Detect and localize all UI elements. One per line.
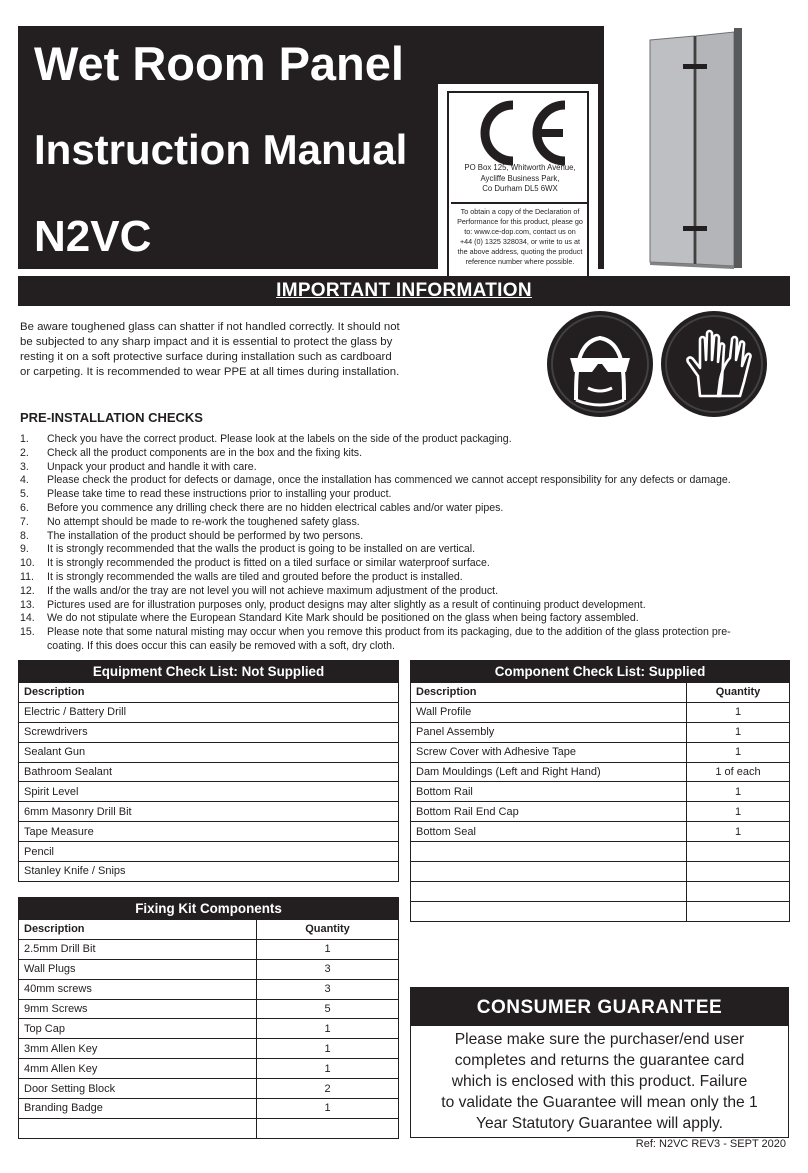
ce-declaration: To obtain a copy of the Declaration of Performance for this product, please go to: www.ce-dop.com, contact us on +44 (0) 1325 328034, or write to us at the above address, quoting the product reference number where possible. [457,207,583,266]
list-item: 8. The installation of the product should be performed by two persons. [20,529,364,542]
table-row: Dam Mouldings (Left and Right Hand) 1 of each [411,762,790,782]
table-row: Spirit Level [19,782,399,802]
list-item: 6. Before you commence any drilling check there are no hidden electrical cables and/or water pipes. [20,501,504,514]
list-item: 3. Unpack your product and handle it with care. [20,460,257,473]
fixing-kit-caption: Fixing Kit Components [19,898,399,920]
document-subtitle: Instruction Manual [34,126,408,173]
column-header-description: Description [19,920,257,940]
list-item: 4. Please check the product for defects or damage, once the installation has commenced we cannot accept responsibility for any defects or damage. [20,474,731,487]
ce-address: PO Box 125, Whitworth Avenue, Aycliffe Business Park, Co Durham DL5 6WX [464,163,576,193]
table-row: Wall Profile 1 [411,702,790,722]
column-header-description: Description [411,683,687,703]
table-row: 9mm Screws 5 [19,999,399,1019]
table-row: 6mm Masonry Drill Bit [19,802,399,822]
shower-panel-illustration [640,26,750,270]
table-row: Bottom Seal 1 [411,822,790,842]
list-item: 2. Check all the product components are in the box and the fixing kits. [20,446,363,459]
document-title: Wet Room Panel [34,37,404,90]
list-item: 11. It is strongly recommended the walls are tiled and grouted before the product is installed. [20,570,463,583]
table-row: 2.5mm Drill Bit 1 [19,939,399,959]
table-row: Electric / Battery Drill [19,702,399,722]
equipment-list-caption: Equipment Check List: Not Supplied [19,661,399,683]
fixing-kit-components [18,897,399,1139]
table-row [411,862,790,882]
table-row: Wall Plugs 3 [19,959,399,979]
glass-warning-text: Be aware toughened glass can shatter if not handled correctly. It should not be subjected to any sharp impact and it is essential to protect the glass by resting it on a soft protective surface during installation such as cardboard or carpeting. It is recommended to wear PPE at all times during installation. [20,321,400,378]
table-row [411,842,790,862]
table-row: Tape Measure [19,822,399,842]
gloves-icon [660,310,768,418]
table-row [19,1118,399,1138]
table-row: Bottom Rail 1 [411,782,790,802]
table-row [411,901,790,921]
list-item: 1. Check you have the correct product. Please look at the labels on the side of the product packaging. [20,433,512,445]
consumer-guarantee-box [410,987,789,1138]
table-row: Door Setting Block 2 [19,1079,399,1099]
table-row: Screw Cover with Adhesive Tape 1 [411,742,790,762]
ce-mark-icon [467,99,575,167]
list-item: 5. Please take time to read these instructions prior to installing your product. [20,488,392,501]
table-row: Screwdrivers [19,722,399,742]
list-item: 15. Please note that some natural misting may occur when you remove this product from its packaging, due to the addition of the glass protection pre- coating. If this does occur this can easily be removed with a soft, dry cloth. [20,626,731,652]
table-row: Branding Badge 1 [19,1099,399,1119]
ce-divider [451,202,587,204]
list-item: 7. No attempt should be made to re-work the toughened safety glass. [20,515,360,528]
component-check-list [410,660,790,922]
column-header-description: Description [19,683,399,703]
list-item: 10. It is strongly recommended the product is fitted on a tiled surface or similar waterproof surface. [20,557,490,570]
safety-glasses-icon [546,310,654,418]
model-code: N2VC [34,212,152,261]
table-row: Sealant Gun [19,742,399,762]
table-row: Pencil [19,842,399,862]
table-row: 40mm screws 3 [19,979,399,999]
column-header-quantity: Quantity [257,920,399,940]
important-information-heading: IMPORTANT INFORMATION [18,276,790,306]
equipment-check-list [18,660,399,882]
pre-installation-list [20,433,790,654]
list-item: 13. Pictures used are for illustration purposes only, product designs may alter slightly as a result of continuing product development. [20,598,646,611]
list-item: 12. If the walls and/or the tray are not level you will not achieve maximum adjustment of the product. [20,584,499,597]
table-row: 3mm Allen Key 1 [19,1039,399,1059]
table-row: Bathroom Sealant [19,762,399,782]
table-row: Panel Assembly 1 [411,722,790,742]
component-list-caption: Component Check List: Supplied [411,661,790,683]
table-row [411,881,790,901]
list-item: 9. It is strongly recommended that the walls the product is going to be installed on are vertical. [20,543,476,556]
consumer-guarantee-heading: CONSUMER GUARANTEE [411,988,788,1026]
column-header-quantity: Quantity [687,683,790,703]
ce-label [438,84,598,289]
document-reference: Ref: N2VC REV3 - SEPT 2020 [635,1138,786,1150]
consumer-guarantee-text: Please make sure the purchaser/end user completes and returns the guarantee card which is enclosed with this product. Failure to validate the Guarantee will mean only the 1 Year Statutory Guarantee will apply. [441,1031,758,1132]
list-item: 14. We do not stipulate where the European Standard Kite Mark should be positioned on the glass when being factory assembled. [20,612,639,625]
header-banner [18,26,604,269]
table-row: Top Cap 1 [19,1019,399,1039]
table-row: Bottom Rail End Cap 1 [411,802,790,822]
table-row: 4mm Allen Key 1 [19,1059,399,1079]
table-row: Stanley Knife / Snips [19,862,399,882]
pre-installation-heading: PRE-INSTALLATION CHECKS [20,410,203,425]
